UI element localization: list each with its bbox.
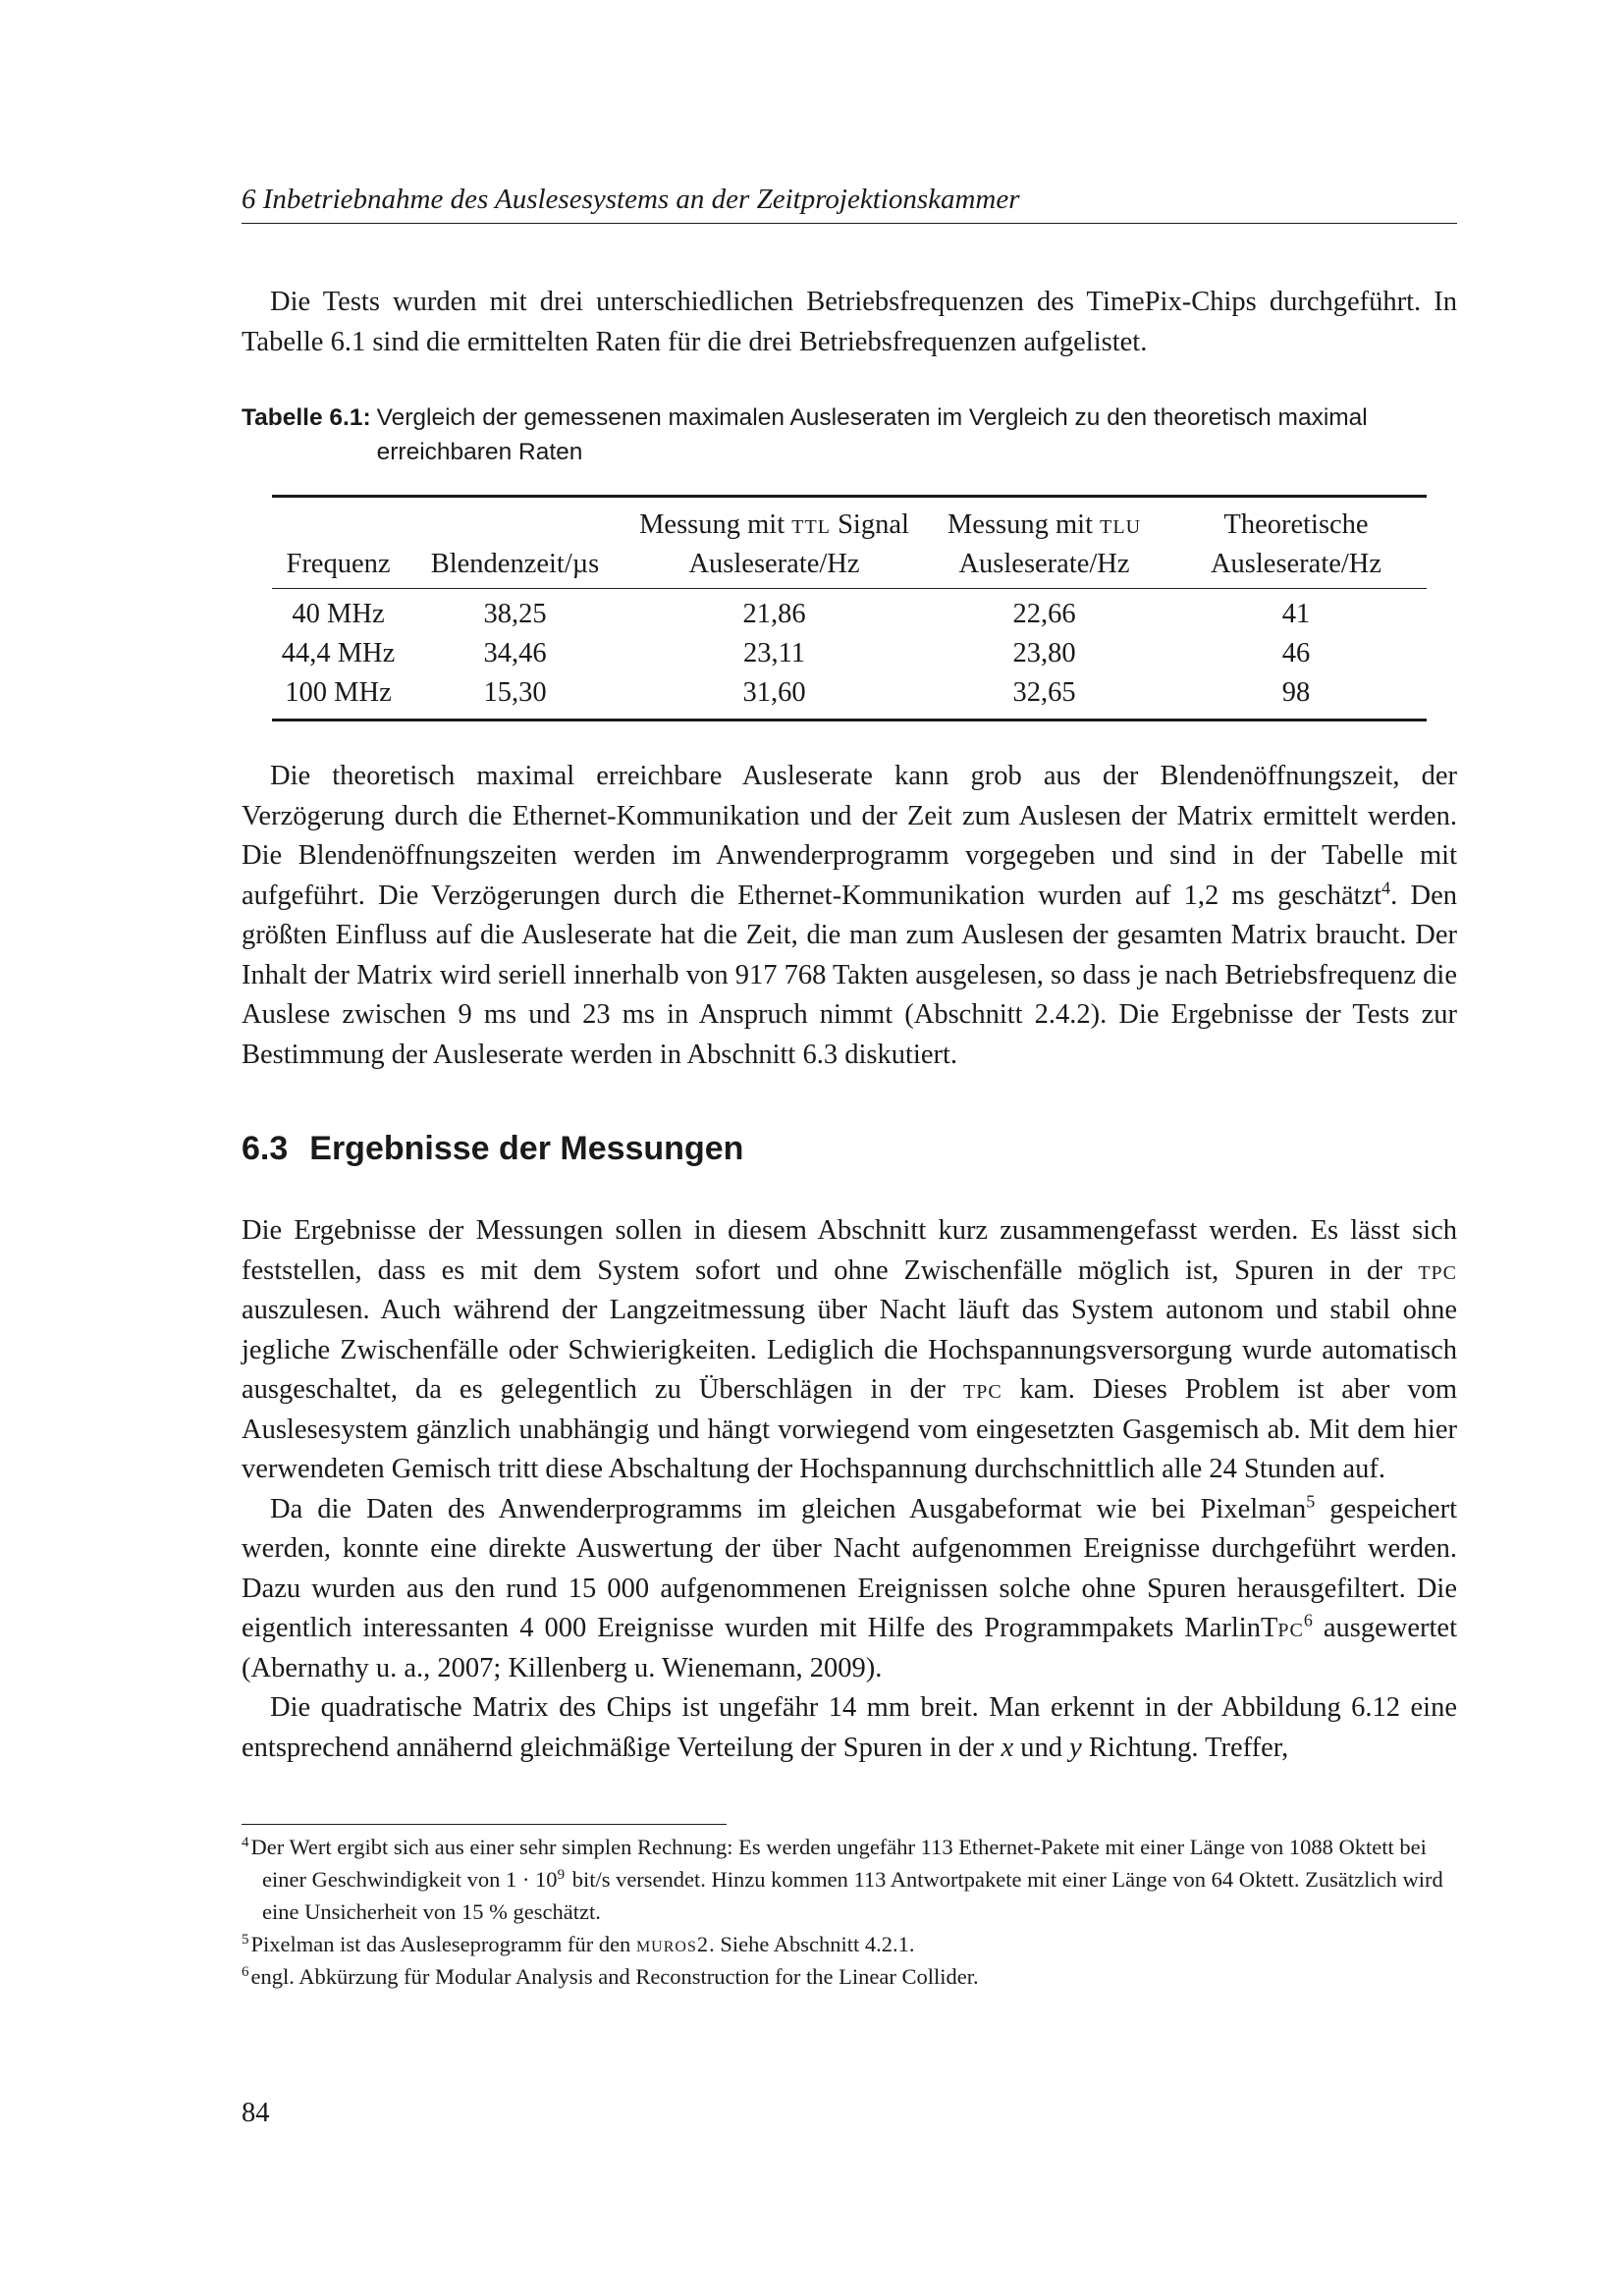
results-paragraph-2 (242, 1490, 1457, 1689)
table-header-ttl (625, 497, 923, 546)
footnote-marker-4: 4 (1381, 878, 1391, 897)
text-span: auszulesen. Auch während der Langzeitmessung über Nacht läuft das System autonom und stabil ohne jegliche Zwischenfälle oder Schwierigkeiten. Lediglich die Hochspannungsversorgung wurde automatisch ausgeschaltet, da es gelegentlich zu Überschlägen in der (242, 1295, 1457, 1405)
footnotes (242, 1831, 1457, 1993)
variable-x: x (1001, 1732, 1014, 1763)
table-row (272, 634, 1427, 673)
table-cell: 40 MHz (292, 599, 385, 629)
table-cell: 15,30 (483, 677, 547, 708)
results-table-container (272, 495, 1427, 721)
results-paragraph-1 (242, 1211, 1457, 1490)
col-header-theory-rate: Ausleserate/Hz (1210, 549, 1382, 579)
results-paragraph-3 (242, 1688, 1457, 1768)
footnote-number: 6 (242, 1963, 249, 1980)
footnote-marker-5: 5 (1306, 1491, 1316, 1511)
page-number: 84 (242, 2098, 270, 2128)
footnote-text: . Siehe Abschnitt 4.2.1. (709, 1932, 915, 1956)
text-span: Die quadratische Matrix des Chips ist ungefähr 14 mm breit. Man erkennt in der Abbildung 6.12 eine entsprechend annähernd gleichmäßige Verteilung der Spuren in der (242, 1692, 1457, 1763)
table-cell: 22,66 (1012, 599, 1076, 629)
footnote-text: engl. Abkürzung für Modular Analysis and Reconstruction for the Linear Collider. (250, 1964, 979, 1989)
text-span: und (1013, 1732, 1070, 1763)
section-heading (242, 1127, 743, 1170)
text-span: kam. Dieses Problem ist aber vom Auslesesystem gänzlich unabhängig und hängt vorwiegend vom eingesetzten Gasgemisch ab. Mit dem hier verwendeten Gemisch tritt diese Abschaltung der Hochspannung durchschnittlich alle 24 Stunden auf. (242, 1374, 1457, 1484)
table-cell: 100 MHz (285, 677, 392, 708)
section-title: Ergebnisse der Messungen (309, 1130, 744, 1167)
table-cell: 34,46 (483, 638, 547, 668)
running-head: 6 Inbetriebnahme des Auslesesystems an der Zeitprojektionskammer (242, 184, 1020, 215)
tpc-abbrev: tpc (1418, 1255, 1457, 1286)
table-cell: 46 (1281, 638, 1311, 668)
table-cell: 38,25 (483, 599, 547, 629)
text-span: ausgewertet (Abernathy u. a., 2007; Killenberg u. Wienemann, 2009). (242, 1613, 1457, 1683)
section-body (242, 1211, 1457, 1768)
footnote-number: 4 (242, 1834, 249, 1850)
col-header-blendenzeit: Blendenzeit/µs (430, 549, 600, 579)
tlu-abbrev: tlu (1100, 509, 1142, 540)
discussion-text-cont: . Den größten Einfluss auf die Ausleserate hat die Zeit, die man zum Auslesen der gesamten Matrix braucht. Der Inhalt der Matrix wird seriell innerhalb von 917 768 Takten ausgelesen, so dass je nach Betriebsfrequenz die Auslese zwischen 9 ms und 23 ms in Anspruch nimmt (Abschnitt 2.4.2). Die Ergebnisse der Tests zur Bestimmung der Ausleserate werden in Abschnitt 6.3 diskutiert. (242, 880, 1457, 1070)
table-cell: 44,4 MHz (281, 638, 396, 668)
results-table (272, 495, 1427, 721)
text-span: Richtung. Treffer, (1081, 1732, 1289, 1763)
tpc-abbrev: tpc (963, 1374, 1002, 1405)
marlintpc-sc: pc (1277, 1613, 1304, 1643)
header-rule (242, 223, 1457, 224)
table-header-row-2 (272, 545, 1427, 589)
table-cell: 41 (1281, 599, 1311, 629)
section-number: 6.3 (242, 1130, 289, 1167)
muros-abbrev: muros2 (635, 1932, 710, 1956)
text-span: Da die Daten des Anwenderprogramms im gleichen Ausgabeformat wie bei Pixelman (270, 1493, 1307, 1524)
table-caption-label: Tabelle 6.1: (242, 404, 371, 431)
table-header-empty-1 (272, 497, 405, 546)
discussion-text: Die theoretisch maximal erreichbare Ausleserate kann grob aus der Blendenöffnungszeit, der Verzögerung durch die Ethernet-Kommunikation und der Zeit zum Auslesen der Matrix ermittelt werden. Die Blendenöffnungszeiten werden im Anwenderprogramm vorgegeben und sind in der Tabelle mit aufgeführt. Die Verzögerungen durch die Ethernet-Kommunikation wurden auf 1,2 ms geschätzt (242, 761, 1457, 911)
text-span: Die Ergebnisse der Messungen sollen in diesem Abschnitt kurz zusammengefasst werden. Es lässt sich feststellen, dass es mit dem System sofort und ohne Zwischenfälle möglich ist, Spuren in der (242, 1215, 1457, 1286)
tlu-prefix: Messung mit (947, 509, 1101, 540)
footnote-text: bit/s versendet. Hinzu kommen 113 Antwortpakete mit einer Länge von 64 Oktett. Zusätzlich wird eine Unsicherheit von 15 % geschätzt. (262, 1867, 1443, 1924)
table-cell: 31,60 (742, 677, 806, 708)
intro-block (242, 283, 1457, 362)
footnote-4 (242, 1831, 1457, 1928)
table-caption (242, 400, 1457, 469)
table-cell: 98 (1281, 677, 1311, 708)
col-header-ttl-rate: Ausleserate/Hz (688, 549, 860, 579)
table-header-tlu (923, 497, 1165, 546)
table-cell: 21,86 (742, 599, 806, 629)
table-header-theoretical: Theoretische (1223, 509, 1369, 540)
text-span: gespeichert werden, konnte eine direkte Auswertung der über Nacht aufgenommen Ereignisse durchgeführt werden. Dazu wurden aus den rund 15 000 aufgenommenen Ereignissen solche ohne Spuren herausgefiltert. Die eigentlich interessanten 4 000 Ereignisse wurden mit Hilfe des Programmpakets MarlinT (242, 1493, 1457, 1643)
table-row (272, 589, 1427, 635)
table-row (272, 673, 1427, 721)
discussion-paragraph (242, 757, 1457, 1075)
col-header-frequenz: Frequenz (286, 549, 391, 579)
footnote-6 (242, 1960, 1457, 1993)
footnote-number: 5 (242, 1931, 249, 1948)
col-header-tlu-rate: Ausleserate/Hz (958, 549, 1130, 579)
table-caption-text: Vergleich der gemessenen maximalen Ausleseraten im Vergleich zu den theoretisch maximal erreichbaren Raten (376, 404, 1368, 465)
table-header-row-1 (272, 497, 1427, 546)
ttl-prefix: Messung mit (639, 509, 792, 540)
ttl-abbrev: ttl (791, 509, 831, 540)
discussion-block (242, 757, 1457, 1075)
footnote-text: Pixelman ist das Ausleseprogramm für den (250, 1932, 636, 1956)
table-header-empty-2 (405, 497, 625, 546)
table-cell: 23,11 (742, 638, 806, 668)
ttl-suffix: Signal (830, 509, 909, 540)
intro-paragraph: Die Tests wurden mit drei unterschiedlichen Betriebsfrequenzen des TimePix-Chips durchgeführt. In Tabelle 6.1 sind die ermittelten Raten für die drei Betriebsfrequenzen aufgelistet. (242, 287, 1457, 357)
footnote-rule (242, 1824, 727, 1825)
footnote-5 (242, 1928, 1457, 1960)
table-cell: 23,80 (1012, 638, 1076, 668)
footnote-text: Der Wert ergibt sich aus einer sehr simplen Rechnung: Es werden ungefähr 113 Ethernet-Pakete mit einer Länge von 1088 Oktett bei einer Geschwindigkeit von 1 · 10 (250, 1835, 1427, 1892)
footnote-marker-6: 6 (1303, 1610, 1313, 1630)
exponent: 9 (557, 1866, 566, 1883)
variable-y: y (1069, 1732, 1082, 1763)
table-cell: 32,65 (1012, 677, 1076, 708)
